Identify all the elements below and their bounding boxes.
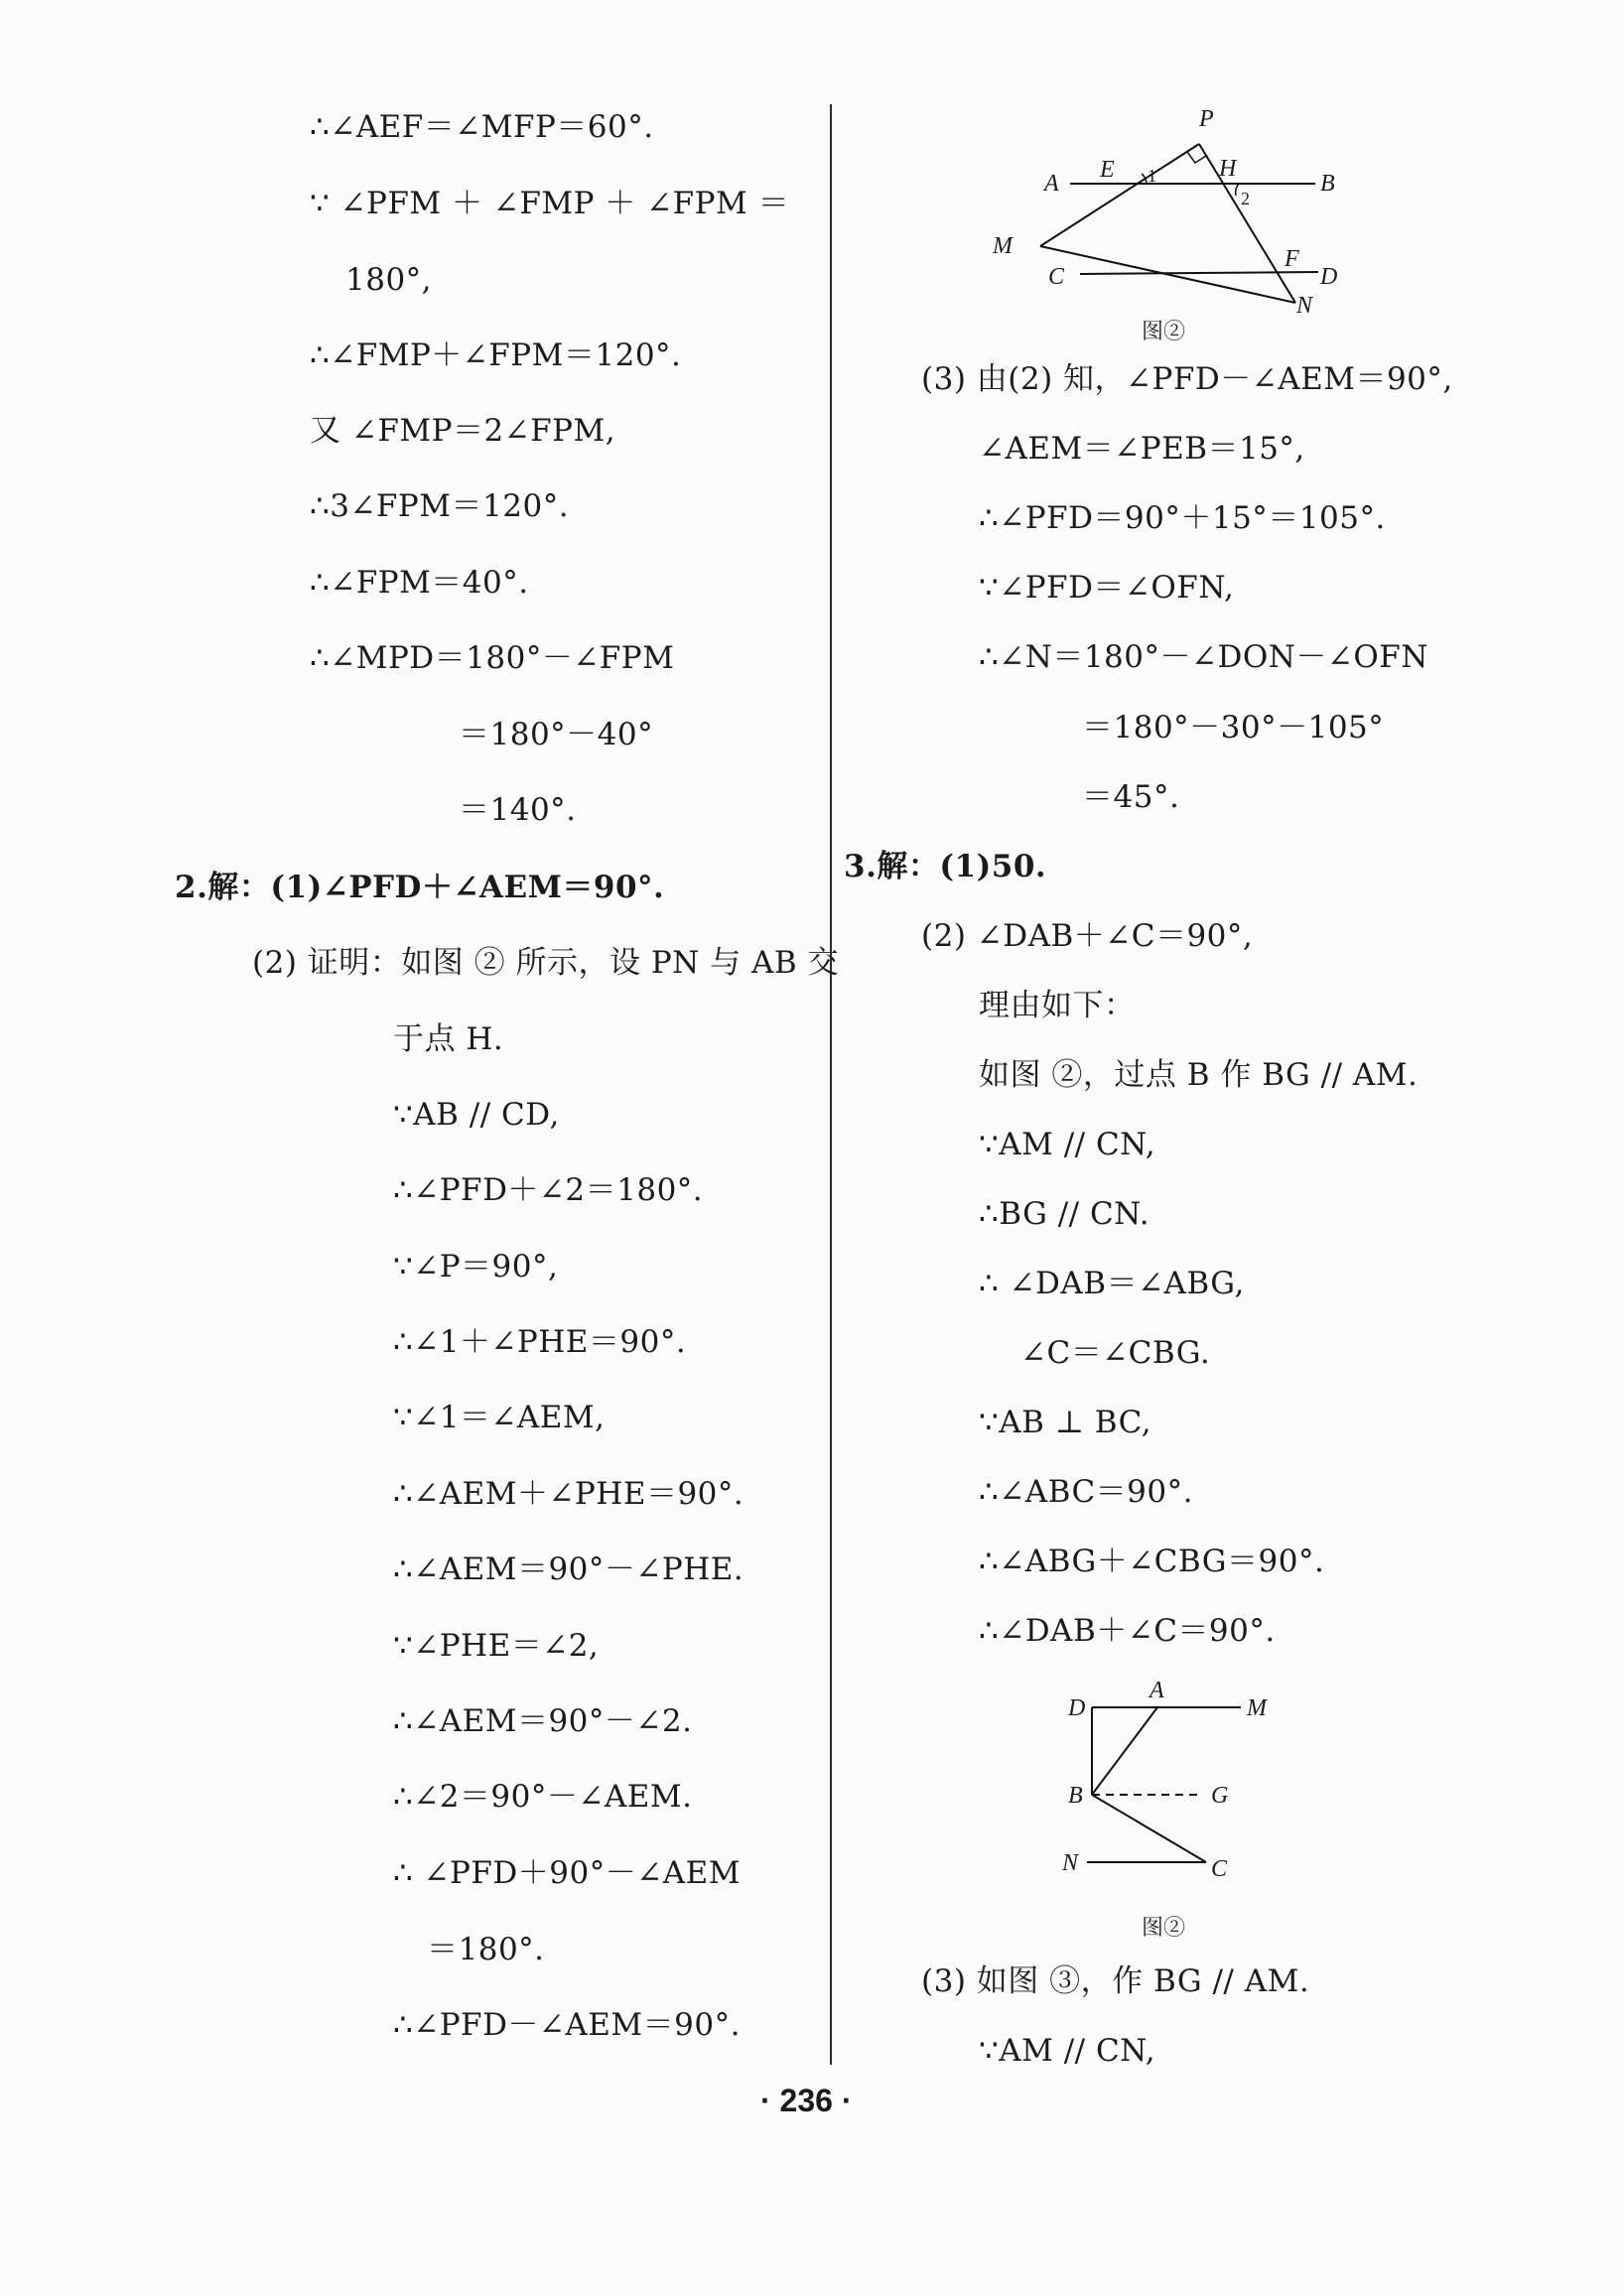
right-line-5: ＝180°－30°－105° bbox=[1082, 710, 1385, 745]
left-line-6: ∴∠FPM＝40°. bbox=[310, 565, 529, 601]
fig2-label-d: D bbox=[1068, 1695, 1086, 1721]
right-line-12: ∴BG // CN. bbox=[979, 1196, 1150, 1232]
left-line-13: ∵AB // CD, bbox=[393, 1097, 560, 1133]
figure-1-caption: 图② bbox=[1142, 320, 1186, 344]
left-line-17: ∵∠1＝∠AEM, bbox=[393, 1400, 606, 1435]
right-line-1: ∠AEM＝∠PEB＝15°, bbox=[979, 431, 1305, 467]
right-line-9: 理由如下： bbox=[979, 988, 1136, 1023]
left-line-18: ∴∠AEM＋∠PHE＝90°. bbox=[393, 1476, 744, 1512]
problem-2-heading: 2.解：(1)∠PFD＋∠AEM＝90°. bbox=[175, 870, 665, 905]
right-line-20: ∵AM // CN, bbox=[979, 2033, 1156, 2069]
fig1-label-d: D bbox=[1320, 264, 1338, 290]
right-line-4: ∴∠N＝180°－∠DON－∠OFN bbox=[979, 639, 1428, 675]
figure-2-caption: 图② bbox=[1142, 1916, 1186, 1941]
right-line-0: (3) 由(2) 知，∠PFD－∠AEM＝90°, bbox=[921, 361, 1453, 397]
left-line-5: ∴3∠FPM＝120°. bbox=[310, 488, 570, 524]
problem-3-heading: 3.解：(1)50. bbox=[844, 849, 1047, 884]
fig2-label-c: C bbox=[1211, 1856, 1228, 1882]
left-line-19: ∴∠AEM＝90°－∠PHE. bbox=[393, 1552, 744, 1587]
right-line-3: ∵∠PFD＝∠OFN, bbox=[979, 570, 1235, 606]
fig1-label-2: 2 bbox=[1241, 189, 1250, 208]
right-line-14: ∠C＝∠CBG. bbox=[1020, 1335, 1211, 1371]
left-line-7: ∴∠MPD＝180°－∠FPM bbox=[310, 640, 675, 676]
fig1-label-e: E bbox=[1100, 157, 1115, 183]
left-line-23: ∴ ∠PFD＋90°－∠AEM bbox=[393, 1855, 741, 1891]
right-line-18: ∴∠DAB＋∠C＝90°. bbox=[979, 1613, 1276, 1649]
left-line-1: ∵ ∠PFM ＋ ∠FMP ＋ ∠FPM ＝ bbox=[310, 186, 790, 221]
right-line-19: (3) 如图 ③，作 BG // AM. bbox=[921, 1963, 1310, 1999]
left-line-3: ∴∠FMP＋∠FPM＝120°. bbox=[310, 338, 682, 373]
page-number: · 236 · bbox=[760, 2083, 853, 2118]
left-line-20: ∵∠PHE＝∠2, bbox=[393, 1628, 600, 1664]
left-line-0: ∴∠AEF＝∠MFP＝60°. bbox=[310, 109, 654, 145]
left-line-22: ∴∠2＝90°－∠AEM. bbox=[393, 1779, 693, 1815]
right-line-13: ∴ ∠DAB＝∠ABG, bbox=[979, 1266, 1245, 1301]
fig1-label-p: P bbox=[1199, 106, 1214, 132]
right-line-6: ＝45°. bbox=[1082, 779, 1180, 815]
left-line-15: ∵∠P＝90°, bbox=[393, 1249, 559, 1284]
left-line-16: ∴∠1＋∠PHE＝90°. bbox=[393, 1324, 687, 1360]
fig2-label-g: G bbox=[1211, 1783, 1229, 1809]
left-line-25: ∴∠PFD－∠AEM＝90°. bbox=[393, 2007, 741, 2043]
left-line-9: ＝140°. bbox=[459, 792, 577, 828]
right-line-2: ∴∠PFD＝90°＋15°＝105°. bbox=[979, 500, 1386, 536]
fig1-label-c: C bbox=[1048, 264, 1065, 290]
right-line-11: ∵AM // CN, bbox=[979, 1127, 1156, 1162]
left-line-11: (2) 证明：如图 ② 所示，设 PN 与 AB 交 bbox=[252, 945, 840, 981]
fig1-label-b: B bbox=[1320, 171, 1335, 197]
fig1-label-f: F bbox=[1285, 246, 1299, 272]
fig1-label-m: M bbox=[993, 233, 1013, 259]
fig1-label-1: 1 bbox=[1148, 166, 1156, 186]
fig2-label-a: A bbox=[1150, 1678, 1164, 1703]
fig2-label-b: B bbox=[1068, 1783, 1083, 1809]
fig2-label-m: M bbox=[1247, 1695, 1267, 1721]
left-line-2: 180°, bbox=[345, 262, 433, 298]
left-line-12: 于点 H. bbox=[393, 1021, 504, 1057]
right-line-10: 如图 ②，过点 B 作 BG // AM. bbox=[979, 1057, 1419, 1093]
left-line-24: ＝180°. bbox=[427, 1932, 545, 1967]
right-line-16: ∴∠ABC＝90°. bbox=[979, 1474, 1193, 1510]
right-line-8: (2) ∠DAB＋∠C＝90°, bbox=[921, 918, 1254, 954]
fig2-label-n: N bbox=[1062, 1850, 1079, 1876]
fig1-label-n: N bbox=[1296, 293, 1313, 319]
left-line-4: 又 ∠FMP＝2∠FPM, bbox=[310, 413, 616, 449]
figure-parallel-lines-triangle bbox=[993, 99, 1370, 333]
column-divider bbox=[830, 104, 832, 2065]
right-line-15: ∵AB ⊥ BC, bbox=[979, 1405, 1152, 1440]
figure-parallel-lines-bg bbox=[1052, 1678, 1290, 1906]
left-line-14: ∴∠PFD＋∠2＝180°. bbox=[393, 1172, 704, 1208]
fig1-label-h: H bbox=[1219, 156, 1237, 182]
left-line-21: ∴∠AEM＝90°－∠2. bbox=[393, 1703, 693, 1739]
right-line-17: ∴∠ABG＋∠CBG＝90°. bbox=[979, 1544, 1325, 1579]
fig1-label-a: A bbox=[1044, 171, 1059, 197]
left-line-8: ＝180°－40° bbox=[459, 717, 654, 752]
